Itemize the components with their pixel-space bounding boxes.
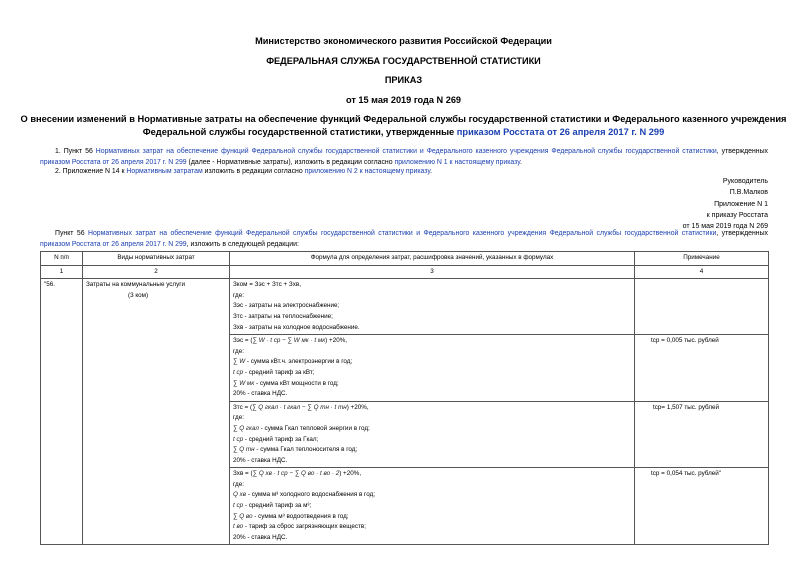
normative-costs-link[interactable]: Нормативных затрат на обеспечение функций Федеральной службы государственной статистики и Федерального казенного учреждения Федеральной службы государственной статистики <box>95 148 717 155</box>
header-cell: Виды нормативных затрат <box>83 252 230 266</box>
formula-prefix: Зхв = ( <box>233 470 253 478</box>
formula-desc: - сумма кВт.ч. электроэнергии в год; <box>245 358 353 366</box>
formula-symbol: t ср <box>233 502 244 510</box>
formula-cell-water <box>230 468 635 545</box>
formula-cell-utilities <box>230 279 635 335</box>
formula-suffix: ) +20%, <box>339 470 362 478</box>
formula-symbol: t ср <box>233 368 244 376</box>
formula-desc: - сумма м³ холодного водоснабжения в год; <box>246 491 376 499</box>
number-cell: 2 <box>83 265 230 279</box>
item-1-text-a: 1. Пункт 56 <box>55 148 96 155</box>
formula-line: где: <box>233 347 244 355</box>
formula-desc: - средний тариф за Гкал; <box>243 435 319 443</box>
formula-symbol: ∑ W <box>233 358 246 366</box>
note-cell: tср = 0,005 тыс. рублей <box>635 335 769 402</box>
formula-line <box>233 435 631 446</box>
note-cell <box>635 279 769 335</box>
formula-line: 20% - ставка НДС. <box>233 456 288 464</box>
costs-table <box>40 251 769 545</box>
appendix-date: от 15 мая 2019 года N 269 <box>682 223 768 230</box>
formula-cell-heat <box>230 401 635 468</box>
appendix-2-link[interactable]: приложению N 2 к настоящему приказу <box>304 168 431 175</box>
formula-symbol: ∑ Q во <box>233 512 253 520</box>
formula-suffix: ) +20%, <box>346 403 369 411</box>
number-cell: 1 <box>41 265 83 279</box>
formula-symbol: ∑ W мк <box>233 379 255 387</box>
order-299-link[interactable]: приказом Росстата от 26 апреля 2017 г. N 299 <box>456 127 665 137</box>
table-number-row <box>41 265 769 279</box>
intro-text-b: , утвержденных <box>716 230 768 237</box>
formula-desc: - сумма м³ водоотведения в год; <box>252 512 349 520</box>
formula-desc: - средний тариф за кВт; <box>243 368 315 376</box>
formula-line <box>233 469 631 480</box>
intro-text-c: , изложить в следующей редакции: <box>186 241 299 248</box>
item-2-text-b: изложить в редакции согласно <box>202 168 305 175</box>
formula-line <box>233 379 631 390</box>
header-cell: Примечание <box>635 252 769 266</box>
header-cell: N п/п <box>41 252 83 266</box>
normative-costs-link-3[interactable]: Нормативных затрат на обеспечение функций Федеральной службы государственной статистики и Федерального казенного учреждения Федеральной службы государственной статистики <box>87 230 717 237</box>
item-2-text-a: 2. Приложение N 14 к <box>55 168 127 175</box>
formula-expression: ∑ Q хв · t ср − ∑ Q во · t во · 2 <box>252 470 340 478</box>
formula-line: Зтс - затраты на теплоснабжение; <box>233 312 333 320</box>
title-line-2 <box>20 126 787 139</box>
formula-desc: - сумма кВт мощности в год; <box>254 379 339 387</box>
formula-line <box>233 368 631 379</box>
item-1-text-c: (далее - Нормативные затраты), изложить в редакции согласно <box>186 159 395 166</box>
formula-prefix: Зтс = ( <box>233 403 253 411</box>
number-cell: 4 <box>635 265 769 279</box>
title-line-1: О внесении изменений в Нормативные затраты на обеспечение функций Федеральной службы государственной статистики и Федерального казенного учреждения <box>20 114 787 124</box>
formula-line: 20% - ставка НДС. <box>233 533 288 541</box>
formula-expression: ∑ W · t ср − ∑ W мк · t мк <box>252 337 326 345</box>
formula-line: Зком = Зэс + Зтс + Зхв, <box>233 281 301 289</box>
signature-name: П.В.Малков <box>729 189 768 196</box>
item-1-text-b: , утвержденных <box>716 148 768 155</box>
formula-desc: - сумма Гкал тепловой энергии в год; <box>258 424 370 432</box>
formula-symbol: ∑ Q тн <box>233 446 255 454</box>
item-1-paragraph <box>40 146 768 168</box>
item-2-text-c: . <box>430 168 433 175</box>
formula-line <box>233 445 631 456</box>
header-cell: Формула для определения затрат, расшифровка значений, указанных в формулах <box>230 252 635 266</box>
doc-type-heading: ПРИКАЗ <box>384 75 423 85</box>
formula-line <box>233 501 631 512</box>
ministry-heading: Министерство экономического развития Российской Федерации <box>255 36 552 46</box>
title-text: Федеральной службы государственной статистики, утвержденные <box>142 127 457 137</box>
formula-line <box>233 512 631 523</box>
formula-line: Зэс - затраты на электроснабжение; <box>233 302 340 310</box>
table-header-row <box>41 252 769 266</box>
formula-symbol: t ср <box>233 435 244 443</box>
appendix-label: Приложение N 1 <box>714 201 768 208</box>
formula-symbol: ∑ Q гкал <box>233 424 259 432</box>
formula-line: где: <box>233 414 244 422</box>
row-number-cell: "56. <box>41 279 83 545</box>
table-row <box>41 279 769 335</box>
item-1-text-d: . <box>519 159 522 166</box>
formula-expression: ∑ Q гкал · t гкал − ∑ Q тн · t тн <box>252 403 347 411</box>
intro-text-a: Пункт 56 <box>55 230 88 237</box>
doc-date-number: от 15 мая 2019 года N 269 <box>345 95 462 105</box>
formula-prefix: Зэс = ( <box>233 337 253 345</box>
normative-costs-link-2[interactable]: Нормативным затратам <box>126 168 203 175</box>
intro-paragraph <box>40 228 768 250</box>
appendix-order: к приказу Росстата <box>706 212 768 219</box>
note-cell: tср = 0,054 тыс. рублей" <box>635 468 769 545</box>
number-cell: 3 <box>230 265 635 279</box>
formula-line <box>233 357 631 368</box>
formula-line <box>233 522 631 533</box>
formula-suffix: ) +20%, <box>325 337 348 345</box>
formula-line: где: <box>233 291 244 299</box>
formula-line: Зхв - затраты на холодное водоснабжение. <box>233 323 360 331</box>
service-heading: ФЕДЕРАЛЬНАЯ СЛУЖБА ГОСУДАРСТВЕННОЙ СТАТИСТИКИ <box>266 56 541 66</box>
signature-role: Руководитель <box>722 178 768 185</box>
cost-kind-cell <box>83 279 230 545</box>
formula-symbol: Q хв <box>233 491 247 499</box>
formula-desc: - средний тариф за м³; <box>243 502 312 510</box>
formula-line <box>233 336 631 347</box>
item-2-paragraph <box>40 166 768 177</box>
cost-kind-label: Затраты на коммунальные услуги <box>86 281 186 289</box>
cost-kind-symbol: (3 ком) <box>128 291 149 299</box>
formula-desc: - тариф за сброс загрязняющих веществ; <box>243 523 366 531</box>
note-cell: tср= 1,507 тыс. рублей <box>635 401 769 468</box>
formula-line: где: <box>233 480 244 488</box>
formula-line <box>233 490 631 501</box>
formula-desc: - сумма Гкал теплоносителя в год; <box>254 446 358 454</box>
order-299-link-2[interactable]: приказом Росстата от 26 апреля 2017 г. N 299 <box>40 159 187 166</box>
formula-line: 20% - ставка НДС. <box>233 390 288 398</box>
order-299-link-3[interactable]: приказом Росстата от 26 апреля 2017 г. N 299 <box>40 241 187 248</box>
formula-cell-electricity <box>230 335 635 402</box>
formula-line <box>233 403 631 414</box>
document-title <box>20 113 787 139</box>
formula-symbol: t во <box>233 523 244 531</box>
formula-line <box>233 424 631 435</box>
appendix-1-link[interactable]: приложению N 1 к настоящему приказу <box>394 159 520 166</box>
